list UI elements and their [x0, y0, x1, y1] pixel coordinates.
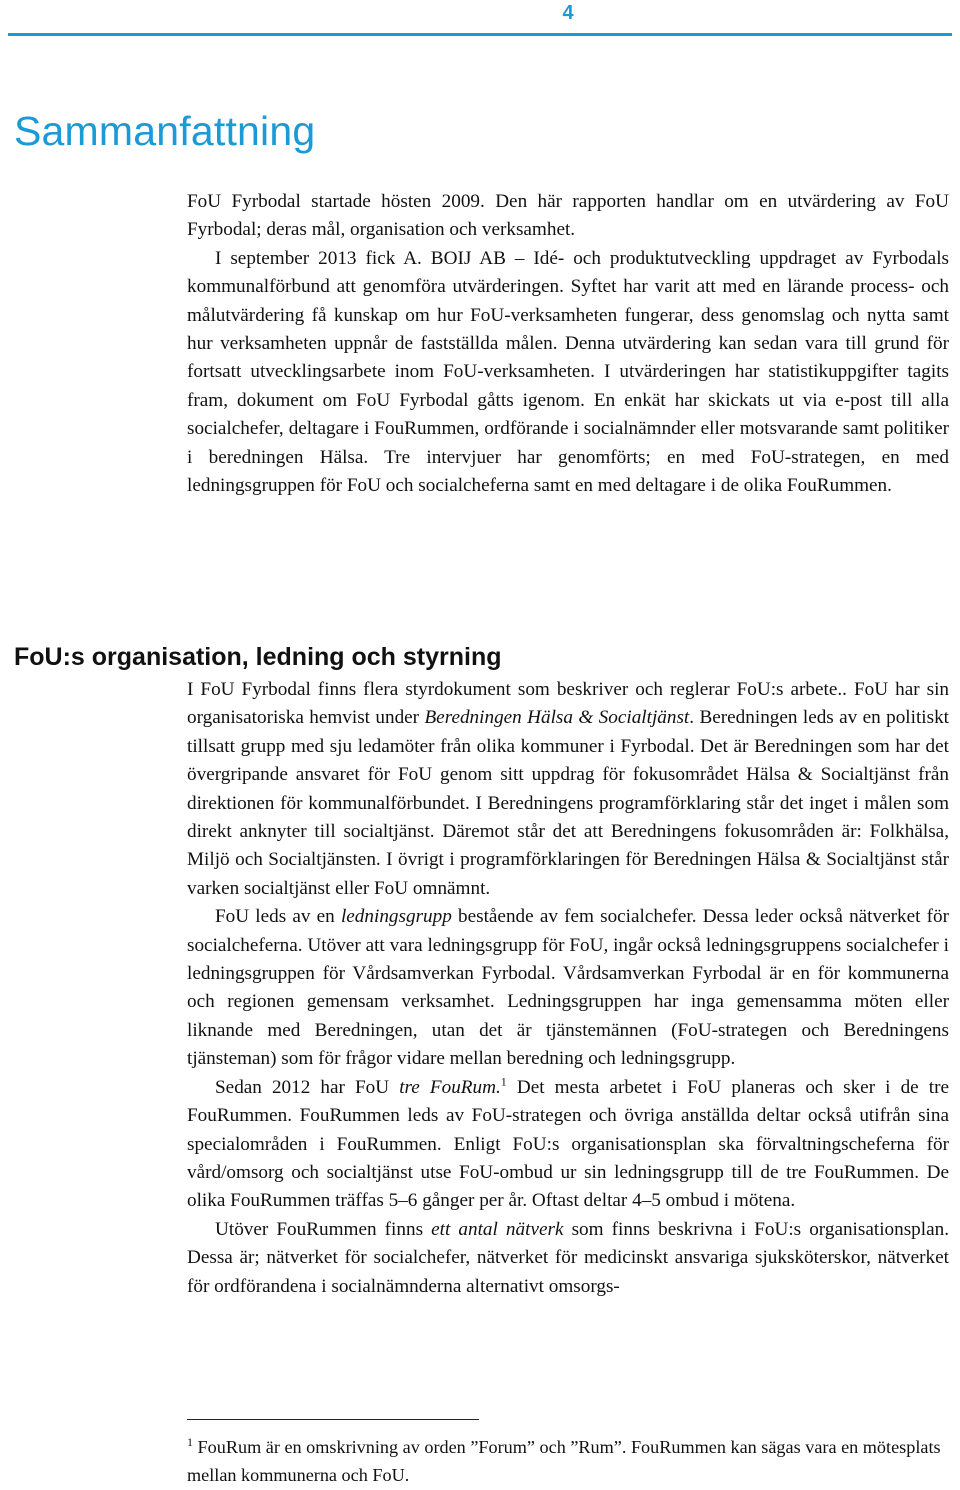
- p2-emphasis: ledningsgrupp: [340, 906, 452, 928]
- section-paragraph-3: [187, 1074, 949, 1216]
- section-paragraph-2: [187, 903, 949, 1073]
- p2-text-a: FoU leds av en: [215, 906, 341, 928]
- p1-text-a: I FoU Fyrbodal finns flera styrdokument som beskriver och reglerar FoU:s arbete.. FoU har sin organisatoriska hemvist under: [187, 679, 949, 729]
- p4-text-a: Utöver FouRummen finns: [215, 1218, 432, 1240]
- p1-text-b: . Beredningen leds av en politiskt tillsatt grupp med sju ledamöter från olika kommuner i Fyrbodal. Det är Beredningen som har det övergripande ansvaret för FoU genom sitt uppdrag för fokusområdet Hälsa & Socialtjänst från direktionen för kommunalförbundet. I Beredningens programförklaring står det inget i målen som direkt anknyter till socialtjänst. Däremot står det att Beredningens fokusområden är: Folkhälsa, Miljö och Socialtjänsten. I övrigt i programförklaringen för Beredningen Hälsa & Socialtjänst står varken socialtjänst eller FoU omnämnt.: [187, 707, 950, 899]
- footnote-marker: 1: [187, 1434, 193, 1449]
- header-rule: [8, 33, 952, 36]
- footnote-text: FouRum är en omskrivning av orden ”Forum” och ”Rum”. FouRummen kan sägas vara en mötesplats mellan kommunerna och FoU.: [187, 1437, 941, 1485]
- p3-emphasis: tre FouRum.: [399, 1076, 501, 1098]
- section-paragraph-1: [187, 676, 949, 903]
- section-paragraph-4: [187, 1216, 949, 1301]
- footnote-rule: [187, 1419, 479, 1420]
- intro-paragraph-1: FoU Fyrbodal startade hösten 2009. Den här rapporten handlar om en utvärdering av FoU Fyrbodal; deras mål, organisation och verksamhet.: [187, 191, 949, 241]
- page-title: Sammanfattning: [14, 108, 316, 154]
- summary-intro: [187, 188, 949, 500]
- footnote-reference[interactable]: 1: [500, 1074, 507, 1089]
- footnote-paragraph: [187, 1433, 949, 1489]
- section-heading: FoU:s organisation, ledning och styrning: [14, 643, 502, 671]
- footnote: [187, 1433, 949, 1489]
- p2-text-b: bestående av fem socialchefer. Dessa leder också nätverket för socialcheferna. Utöver att vara ledningsgrupp för FoU, ingår också ledningsgruppens socialchefer i ledningsgruppen för Vårdsamverkan Fyrbodal. Vårdsamverkan Fyrbodal är en för kommunerna och regionen gemensam verksamhet. Ledningsgruppen har inga gemensamma möten eller liknande med Beredningen, utan det är tjänstemännen (FoU-strategen och Beredningens tjänsteman) som för frågor vidare mellan beredning och ledningsgrupp.: [187, 906, 949, 1070]
- intro-paragraph-2: I september 2013 fick A. BOIJ AB – Idé- och produktutveckling uppdraget av Fyrbodals kommunalförbund att genomföra utvärderingen. Syftet har varit att med en lärande process- och målutvärdering få kunskap om hur FoU-verksamheten fungerar, dess genomslag och nytta samt hur verksamheten uppnår de fastställda målen. Denna utvärdering kan sedan vara till grund för fortsatt utvecklingsarbete inom FoU-verksamheten. I utvärderingen har statistikuppgifter tagits fram, dokument om FoU Fyrbodal gåtts igenom. En enkät har skickats ut via e-post till alla socialchefer, deltagare i FouRummen, ordförande i socialnämnder eller motsvarande samt politiker i beredningen Hälsa. Tre intervjuer har genomförts; en med FoU-strategen, en med ledningsgruppen för FoU och socialcheferna samt en med deltagare i de olika FouRummen.: [187, 247, 949, 497]
- page-number: 4: [562, 2, 574, 24]
- p1-emphasis: Beredningen Hälsa & Socialtjänst: [424, 707, 690, 729]
- p3-text-a: Sedan 2012 har FoU: [215, 1076, 400, 1098]
- p4-emphasis: ett antal nätverk: [431, 1218, 564, 1240]
- section-body: [187, 676, 949, 1301]
- p4-text-b: som finns beskrivna i FoU:s organisationsplan. Dessa är; nätverket för socialchefer, nätverket för medicinskt ansvariga sjuksköterskor, nätverket för ordförandena i socialnämnderna alternativt omsorgs-: [187, 1218, 950, 1297]
- p3-text-b: Det mesta arbetet i FoU planeras och sker i de tre FouRummen. FouRummen leds av FoU-strategen och övriga anställda deltar också utifrån sina specialområden i FouRummen. Enligt FoU:s organisationsplan ska förvaltningscheferna för vård/omsorg och socialtjänst utse FoU-ombud ur sin ledningsgrupp till de tre FouRummen. De olika FouRummen träffas 5–6 gånger per år. Oftast deltar 4–5 ombud i mötena.: [187, 1076, 949, 1212]
